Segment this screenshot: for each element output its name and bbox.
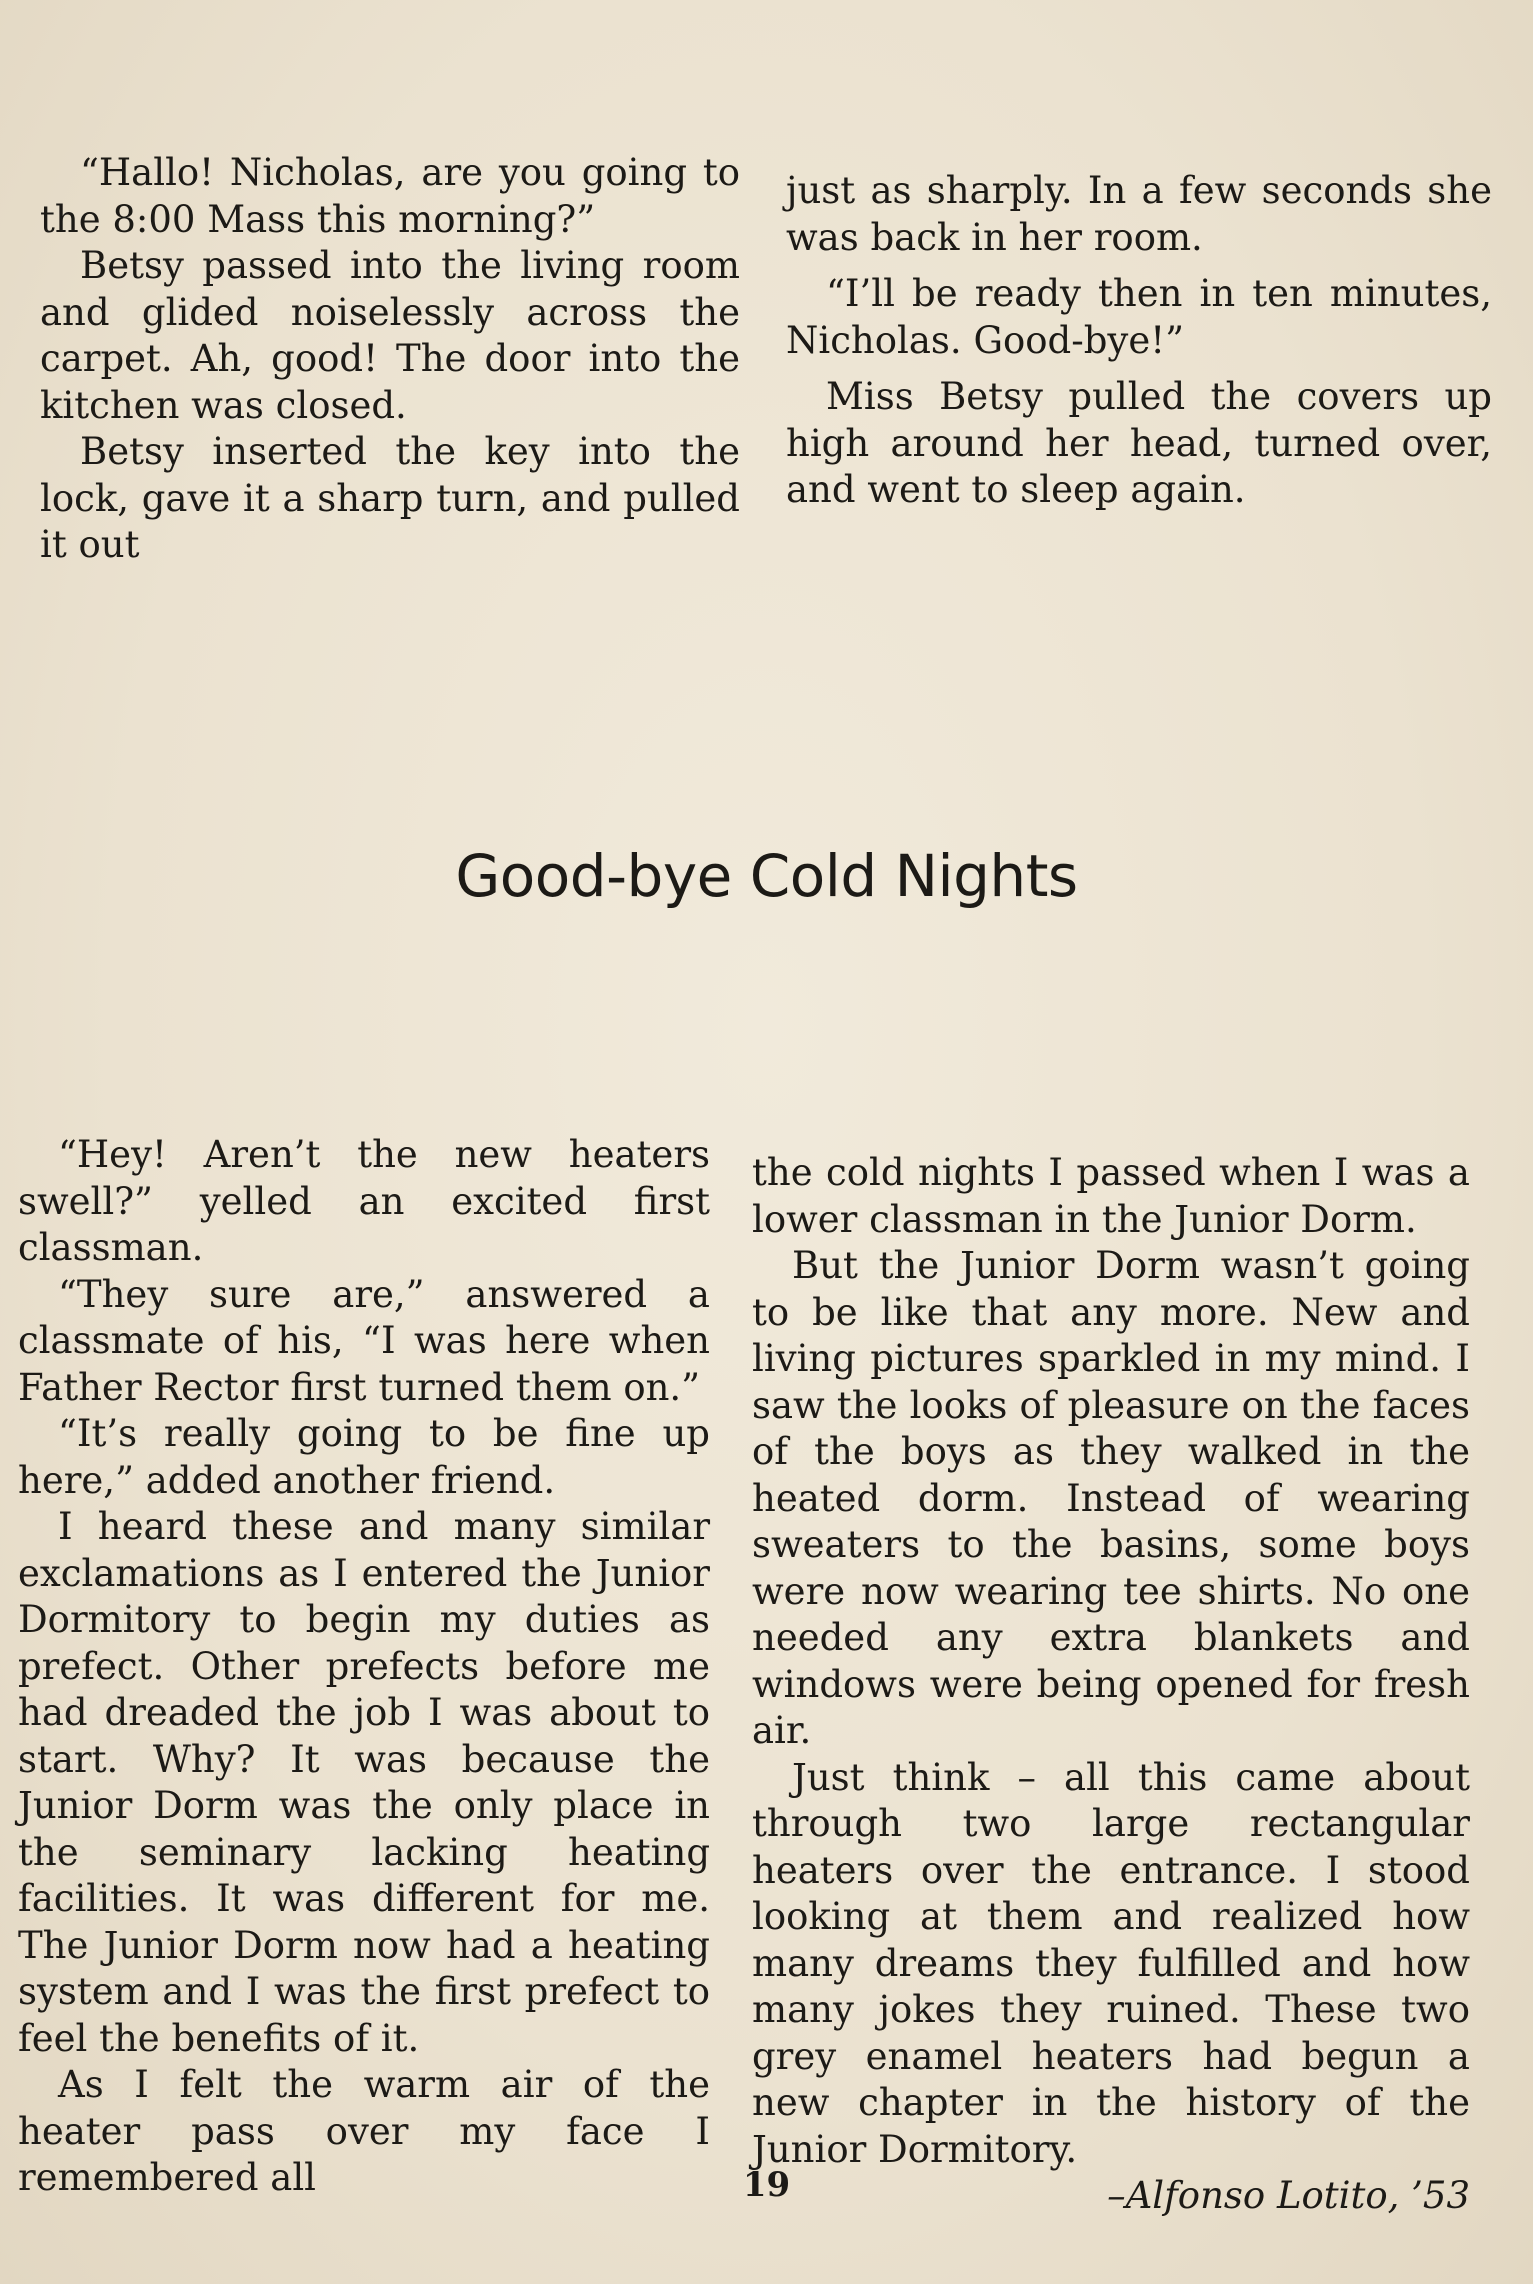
story2-left-column <box>18 1132 710 2202</box>
paragraph: “Hallo! Nicholas, are you going to the 8:00 Mass this morning?” <box>40 151 740 241</box>
paragraph: Betsy passed into the living room and glided noiselessly across the carpet. Ah, good! The door into the kitchen was closed. <box>40 244 740 427</box>
paragraph: Just think – all this came about through two large rectangular heaters over the entrance. I stood looking at them and realized how many dreams they fulfilled and how many jokes they ruined. These two grey enamel heaters had begun a new chapter in the history of the Junior Dormitory. <box>752 1755 1470 2171</box>
page-number: 19 <box>742 2165 791 2205</box>
author-byline: –Alfonso Lotito, ’53 <box>1107 2174 1470 2217</box>
story1-left-column <box>40 150 740 569</box>
article-title: Good-bye Cold Nights <box>455 842 1078 910</box>
paragraph: Betsy inserted the key into the lock, gave it a sharp turn, and pulled it out <box>40 430 740 566</box>
paragraph: “I’ll be ready then in ten minutes, Nicholas. Good-bye!” <box>786 272 1492 362</box>
paragraph: “Hey! Aren’t the new heaters swell?” yelled an excited first classman. <box>18 1133 710 1269</box>
paragraph: I heard these and many similar exclamations as I entered the Junior Dormitory to begin my duties as prefect. Other prefects before me had dreaded the job I was about to start. Why? It was because the Junior Dorm was the only place in the seminary lacking heating facilities. It was different for me. The Junior Dorm now had a heating system and I was the first prefect to feel the benefits of it. <box>18 1505 710 2060</box>
paragraph: the cold nights I passed when I was a lower classman in the Junior Dorm. <box>752 1151 1470 1241</box>
paragraph: As I felt the warm air of the heater pass over my face I remembered all <box>18 2063 710 2199</box>
paragraph: Miss Betsy pulled the covers up high around her head, turned over, and went to sleep again. <box>786 375 1492 511</box>
paragraph: “They sure are,” answered a classmate of his, “I was here when Father Rector first turned them on.” <box>18 1272 710 1409</box>
story1-right-column <box>786 168 1492 514</box>
story2-right-column <box>752 1150 1470 2220</box>
paragraph: But the Junior Dorm wasn’t going to be like that any more. New and living pictures sparkled in my mind. I saw the looks of pleasure on the faces of the boys as they walked in the heated dorm. Instead of wearing sweaters to the basins, some boys were now wearing tee shirts. No one needed any extra blankets and windows were being opened for fresh air. <box>752 1244 1470 1752</box>
paragraph: “It’s really going to be fine up here,” added another friend. <box>18 1412 710 1502</box>
paragraph: just as sharply. In a few seconds she was back in her room. <box>786 169 1492 259</box>
